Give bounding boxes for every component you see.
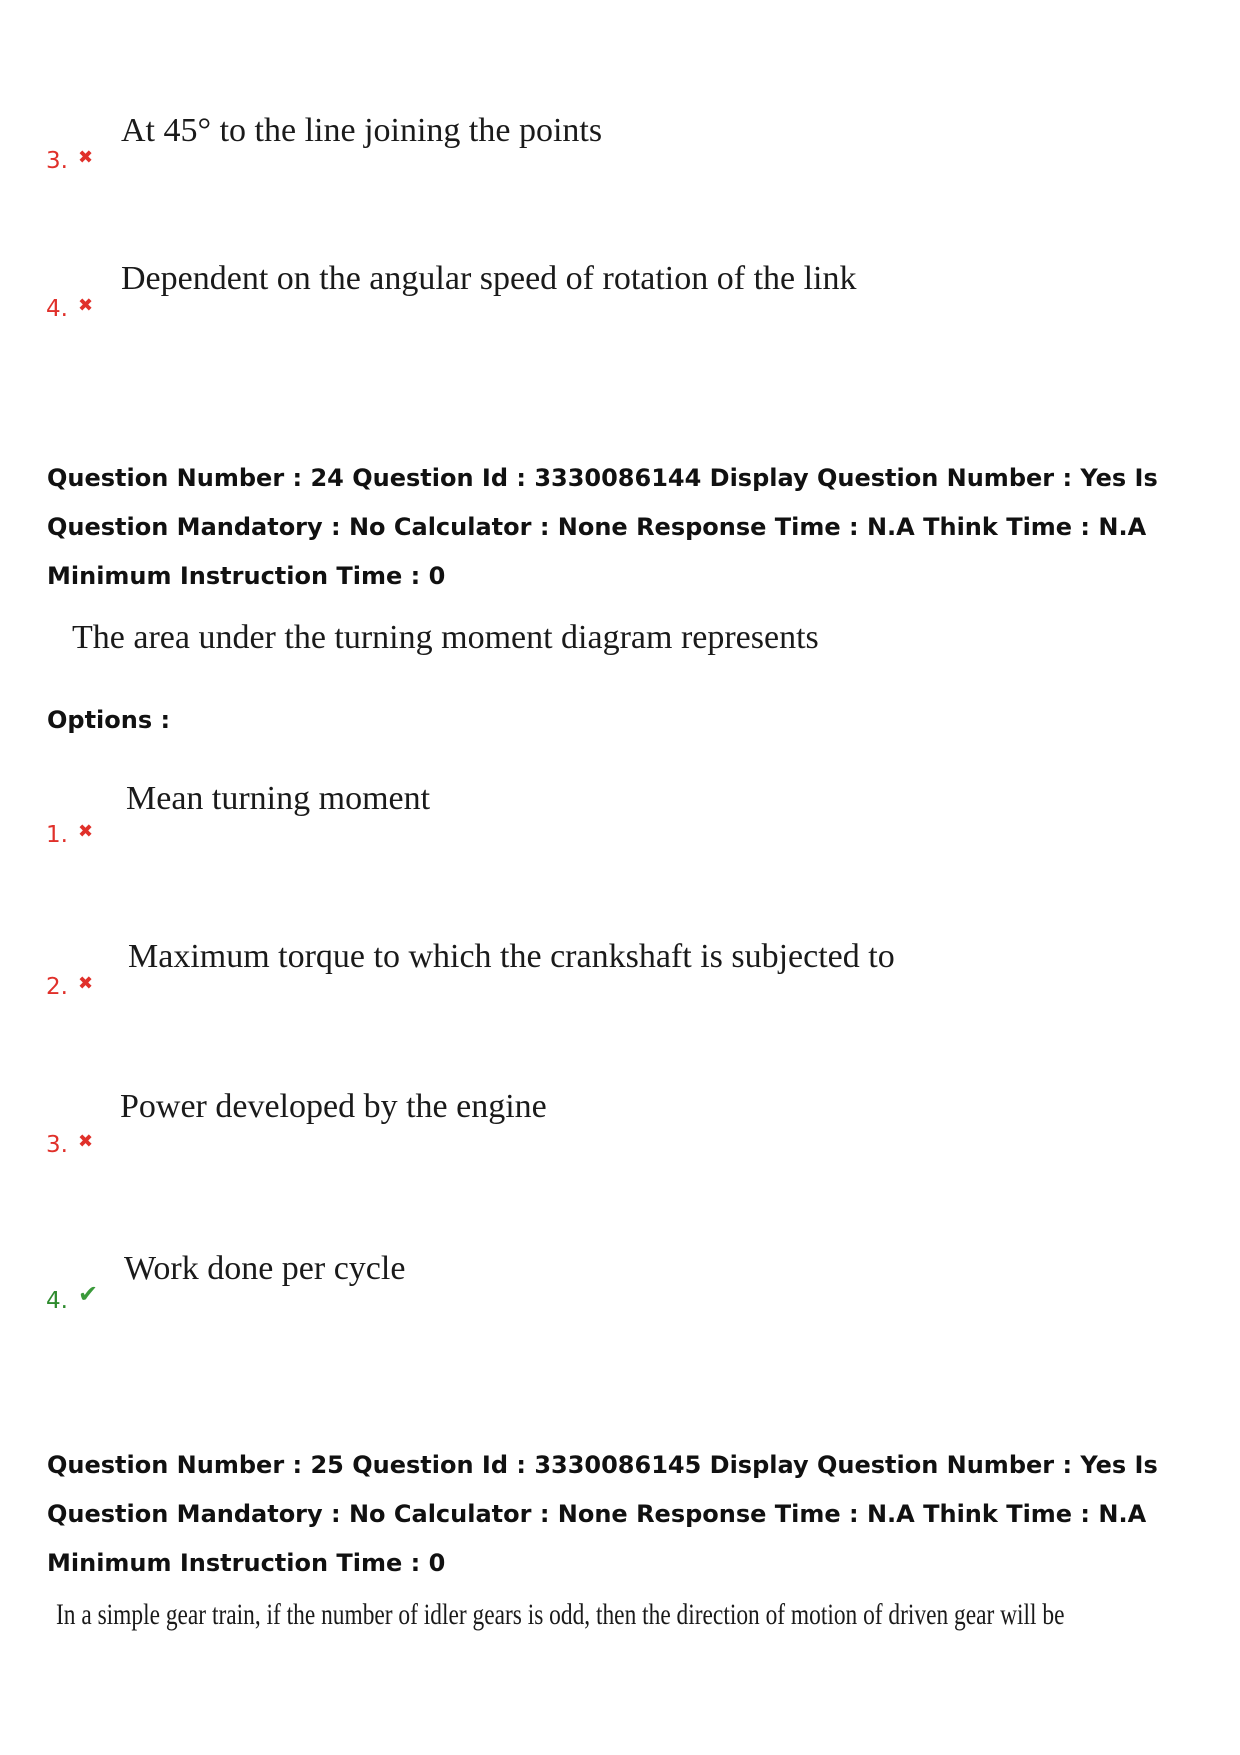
option-text: Work done per cycle bbox=[124, 1250, 406, 1287]
option-1 bbox=[46, 778, 1146, 868]
option-text: Dependent on the angular speed of rotation of the link bbox=[121, 260, 857, 297]
question-text: The area under the turning moment diagram represents bbox=[72, 619, 819, 656]
options-label: Options : bbox=[47, 706, 171, 734]
option-number: 3. bbox=[46, 148, 68, 174]
cross-icon: ✖ bbox=[78, 147, 94, 168]
cross-icon: ✖ bbox=[78, 1131, 94, 1152]
cross-icon: ✖ bbox=[78, 973, 94, 994]
option-3 bbox=[46, 110, 1146, 200]
question-text: In a simple gear train, if the number of idler gears is odd, then the direction of motion of driven gear will be bbox=[56, 1598, 1065, 1631]
option-4 bbox=[46, 258, 1146, 348]
option-number: 4. bbox=[46, 296, 68, 322]
option-4 bbox=[46, 1248, 1146, 1338]
question-meta: Question Number : 25 Question Id : 3330086145 Display Question Number : Yes Is Question Mandatory : No Calculator : None Response Time : N.A Think Time : N.A Minimum Instruction Time : 0 bbox=[47, 1451, 1158, 1577]
cross-icon: ✖ bbox=[78, 295, 94, 316]
option-text: Power developed by the engine bbox=[120, 1088, 547, 1125]
question-meta: Question Number : 24 Question Id : 3330086144 Display Question Number : Yes Is Question Mandatory : No Calculator : None Response Time : N.A Think Time : N.A Minimum Instruction Time : 0 bbox=[47, 464, 1158, 590]
option-3 bbox=[46, 1086, 1146, 1176]
option-text: Maximum torque to which the crankshaft is subjected to bbox=[128, 938, 895, 975]
option-text: Mean turning moment bbox=[126, 780, 431, 817]
option-number: 2. bbox=[46, 974, 68, 1000]
option-number: 4. bbox=[46, 1288, 68, 1314]
check-icon: ✔ bbox=[78, 1280, 99, 1308]
option-number: 1. bbox=[46, 822, 68, 848]
cross-icon: ✖ bbox=[78, 821, 94, 842]
option-text: At 45° to the line joining the points bbox=[121, 112, 603, 149]
option-number: 3. bbox=[46, 1132, 68, 1158]
option-2 bbox=[46, 938, 1146, 1028]
